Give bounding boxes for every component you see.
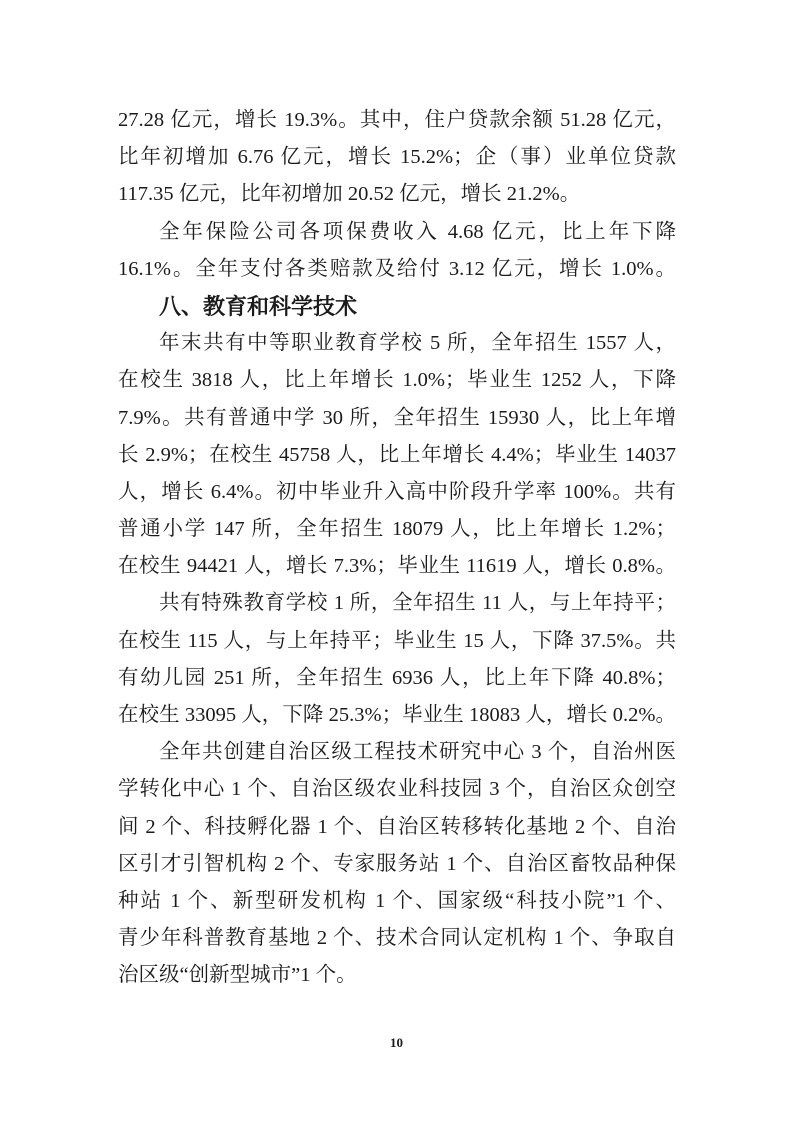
paragraph-special-education — [118, 585, 676, 734]
text-line: 在校生 3818 人，比上年增长 1.0%；毕业生 1252 人，下降 — [118, 369, 676, 392]
text-line: 全年共创建自治区级工程技术研究中心 3 个，自治州医 — [159, 741, 676, 764]
text-line: 共有特殊教育学校 1 所，全年招生 11 人，与上年持平； — [159, 592, 676, 615]
text-line: 7.9%。共有普通中学 30 所，全年招生 15930 人，比上年增 — [118, 406, 676, 429]
page-footer — [0, 1034, 793, 1052]
text-line: 区引才引智机构 2 个、专家服务站 1 个、自治区畜牧品种保 — [118, 852, 676, 875]
text-line: 间 2 个、科技孵化器 1 个、自治区转移转化基地 2 个、自治 — [118, 815, 676, 838]
text-line: 27.28 亿元，增长 19.3%。其中，住户贷款余额 51.28 亿元， — [118, 109, 676, 131]
text-line: 在校生 94421 人，增长 7.3%；毕业生 11619 人，增长 0.8%。 — [118, 555, 676, 578]
section-heading: 八、教育和科学技术 — [159, 293, 358, 319]
paragraph-science-tech — [118, 734, 676, 994]
text-line: 治区级“创新型城市”1 个。 — [118, 964, 357, 987]
paragraph-bank-loans — [118, 102, 676, 214]
paragraph-insurance — [118, 214, 676, 288]
paragraph-schools — [118, 325, 676, 585]
text-line: 普通小学 147 所，全年招生 18079 人，比上年增长 1.2%； — [118, 518, 676, 541]
text-line: 16.1%。全年支付各类赔款及给付 3.12 亿元，增长 1.0%。 — [118, 257, 676, 280]
document-text — [118, 102, 676, 995]
text-line: 117.35 亿元，比年初增加 20.52 亿元，增长 21.2%。 — [118, 183, 581, 206]
text-line: 有幼儿园 251 所，全年招生 6936 人，比上年下降 40.8%； — [118, 666, 676, 689]
text-line: 在校生 115 人，与上年持平；毕业生 15 人，下降 37.5%。共 — [118, 629, 676, 652]
text-line: 长 2.9%；在校生 45758 人，比上年增长 4.4%；毕业生 14037 — [118, 443, 676, 466]
section-education-science — [118, 288, 676, 325]
text-line: 青少年科普教育基地 2 个、技术合同认定机构 1 个、争取自 — [118, 927, 676, 950]
text-line: 比年初增加 6.76 亿元，增长 15.2%；企（事）业单位贷款 — [118, 146, 676, 169]
text-line: 在校生 33095 人，下降 25.3%；毕业生 18083 人，增长 0.2%。 — [118, 704, 676, 726]
page-number: 10 — [390, 1035, 403, 1050]
text-line: 学转化中心 1 个、自治区级农业科技园 3 个，自治区众创空 — [118, 778, 676, 801]
text-line: 全年保险公司各项保费收入 4.68 亿元，比上年下降 — [159, 220, 676, 243]
text-line: 种站 1 个、新型研发机构 1 个、国家级“科技小院”1 个、 — [118, 889, 676, 912]
text-line: 人，增长 6.4%。初中毕业升入高中阶段升学率 100%。共有 — [118, 480, 676, 503]
text-line: 年末共有中等职业教育学校 5 所，全年招生 1557 人， — [159, 332, 676, 355]
